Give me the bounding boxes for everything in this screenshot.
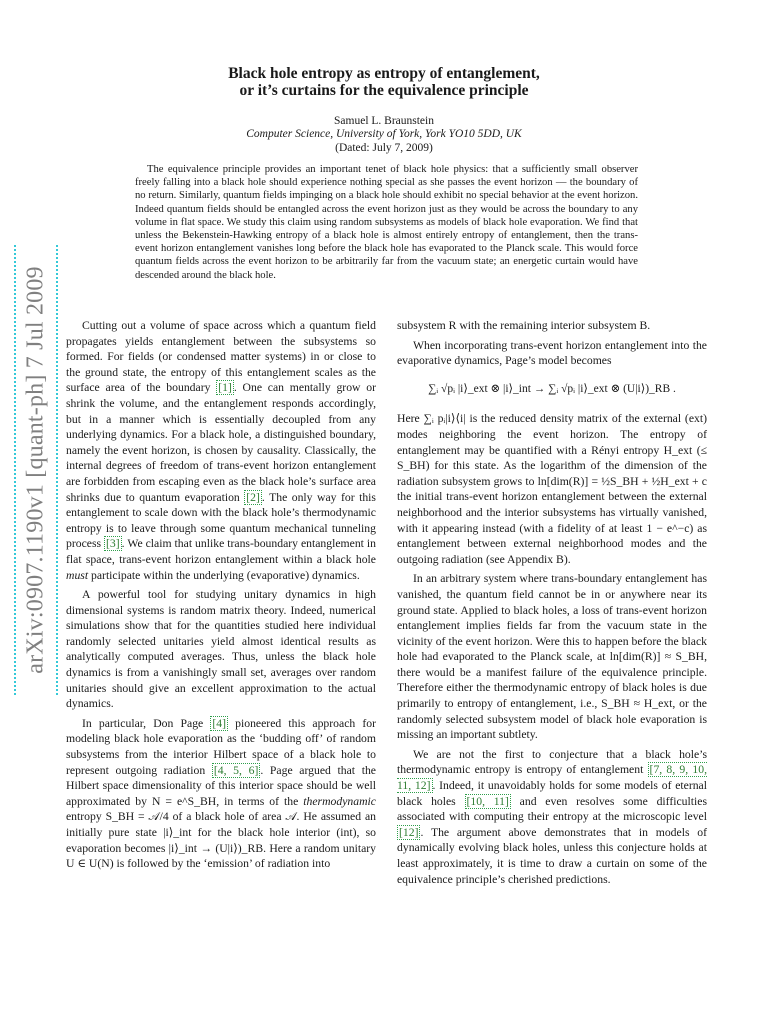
paragraph: In particular, Don Page [4] pioneered this approach for modeling black hole evaporation as the ‘budding off’ of random subsystems from the interior Hilbert space of a black hole to represent outgoing radiation [4, 5, 6] . Page argued that the Hilbert space dimensionality of this interior space should be well approximated by N = e^S_BH, in terms of the thermodynamic entropy S_BH = 𝒜/4 of a black hole of area 𝒜. He assumed an initially pure state |i⟩_int for the black hole interior (int), so evaporation becomes |i⟩_int → (U|i⟩)_RB. Here a random unitary U ∈ U(N) is followed by the ‘emission’ of radiation into — [66, 716, 376, 871]
citation-link[interactable]: [4] — [212, 716, 227, 730]
citation-link[interactable]: [2] — [246, 490, 260, 504]
author-name: Samuel L. Braunstein — [334, 115, 434, 127]
display-equation: ∑ᵢ √pᵢ |i⟩_ext ⊗ |i⟩_int → ∑ᵢ √pᵢ |i⟩_ext ⊗ (U|i⟩)_RB . — [428, 382, 676, 395]
paragraph: When incorporating trans-event horizon entanglement into the evaporative dynamics, Page’s model becomes — [397, 338, 707, 368]
paragraph: Cutting out a volume of space across which a quantum field propagates yields entanglement between the subsystems so formed. For fields (or condensed matter systems) in or close to the ground state, the entropy of this entanglement scales as the surface area of the boundary [1] . One can mentally grow or shrink the volume, and the entanglement responds accordingly, but in a manner which is essentially decoupled from any underlying dynamics. For a black hole, a distinguished boundary, namely the event horizon, is chosen by causality. Classically, the internal degrees of freedom of trans-event horizon entanglement are forbidden from escaping even as the black hole’s surface area shrinks due to quantum evaporation [2] . The only way for this entanglement to scale down with the black hole’s thermodynamic entropy is to leave through some quantum mechanical tunneling process [3] . We claim that unlike trans-boundary entanglement in flat space, trans-event horizon entanglement within a black hole must participate within the underlying (evaporative) dynamics. — [66, 319, 376, 582]
paper-title-line-1: Black hole entropy as entropy of entanglement, — [228, 65, 540, 82]
citation-link[interactable]: [7, 8, 9, 10, 11, 12] — [397, 763, 707, 793]
abstract: The equivalence principle provides an important tenet of black hole physics: that a sufficiently small observer freely falling into a black hole should experience nothing special as she passes the event horizon — the boundary of no return. Similarly, quantum fields impinging on a black hole should exhibit no special behavior at the event horizon. Indeed quantum fields should be entangled across the event horizon just as they would be across the boundary to any volume in flat space. We study this claim using random subsystems as models of black hole evaporation. We find that unless the Bekenstein-Hawking entropy of a black hole is almost entirely entropy of entanglement, then the trans-event horizon entanglement vanishes long before the black hole has evaporated to the Planck scale. This would force quantum fields across the event horizon to be arbitrarily far from the vacuum state; an energetic curtain would have descended around the black hole. — [135, 164, 638, 281]
citation-link[interactable]: [1] — [218, 381, 232, 395]
arxiv-identifier: arXiv:0907.1190v1 [quant-ph] 7 Jul 2009 — [22, 266, 49, 674]
right-column — [397, 318, 707, 887]
citation-link[interactable]: [12] — [399, 825, 419, 839]
author-affiliation: Computer Science, University of York, York YO10 5DD, UK — [246, 128, 522, 140]
paragraph: We are not the first to conjecture that a black hole’s thermodynamic entropy is entropy of entanglement [7, 8, 9, 10, 11, 12] . Indeed, it unavoidably holds for some models of eternal black holes [10, 11] and even resolves some difficulties associated with computing their entropy at the microscopic level [12] . The argument above demonstrates that in models of dynamically evolving black holes, unless this conjecture holds at least approximately, it is time to draw a curtain on some of the equivalence principle’s cherished predictions. — [397, 747, 708, 886]
citation-link[interactable]: [3] — [106, 537, 120, 551]
left-column — [66, 318, 376, 872]
date-line: (Dated: July 7, 2009) — [335, 142, 433, 154]
arxiv-stamp — [14, 245, 58, 695]
paragraph: A powerful tool for studying unitary dynamics in high dimensional systems is random matrix theory. Indeed, numerical simulations show that for the quantities studied here individual randomly selected unitaries yield almost identical results as analytically computed averages. Thus, unless the black hole dynamics is from a vanishingly small set, averages over random unitaries should give an excellent approximation to the actual dynamics. — [66, 588, 376, 711]
citation-link[interactable]: [10, 11] — [466, 794, 509, 808]
paragraph: Here ∑ᵢ pᵢ|i⟩⟨i| is the reduced density matrix of the external (ext) modes neighboring the event horizon. The entropy of entanglement may be quantified with a Rényi entropy H_ext (≤ S_BH) for this state. As the logarithm of the dimension of the radiation subsystem grows to ln[dim(R)] = ½S_BH + ½H_ext + c the initial trans-event horizon entanglement between the external neighborhood and the interior subsystems has virtually vanished, with it appearing instead (with a fidelity of at least 1 − e^−c) as entanglement between external neighborhood modes and the outgoing radiation (see Appendix B). — [397, 412, 707, 566]
citation-link[interactable]: [4, 5, 6] — [213, 763, 259, 777]
paragraph: In an arbitrary system where trans-boundary entanglement has vanished, the quantum field cannot be in or anywhere near its ground state. Applied to black holes, a loss of trans-event horizon entanglement implies fields far from the vacuum state in the vicinity of the event horizon. Were this to happen before the black hole had evaporated to the Planck scale, at ln[dim(R)] ≈ S_BH, there would be a manifest failure of the equivalence principle. Therefore either the thermodynamic entropy of black holes is due primarily to entropy of entanglement, i.e., S_BH ≈ H_ext, or the randomly selected subsystem model of black hole evaporation is missing an important subtlety. — [397, 572, 707, 742]
paper-title-line-2: or it’s curtains for the equivalence principle — [239, 82, 529, 99]
paragraph: subsystem R with the remaining interior subsystem B. — [397, 319, 651, 332]
